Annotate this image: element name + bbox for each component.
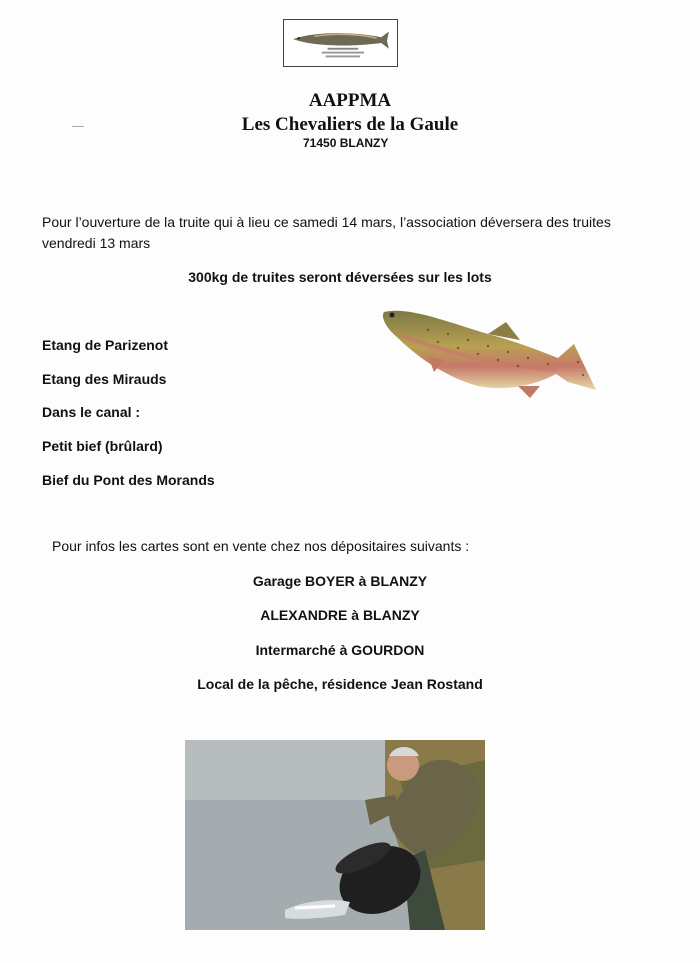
stocking-photo (185, 740, 485, 930)
org-postal: 71450 BLANZY (303, 136, 389, 150)
org-name: Les Chevaliers de la Gaule (241, 114, 459, 135)
depositaire-item: Garage BOYER à BLANZY (252, 573, 428, 589)
lot-item: Bief du Pont des Morands (42, 472, 215, 488)
photo-man-releasing-trout (185, 740, 485, 930)
logo-fish-icon (284, 20, 397, 66)
club-logo (283, 19, 398, 67)
depositaire-item: ALEXANDRE à BLANZY (260, 607, 420, 623)
depositaire-item: Intermarché à GOURDON (255, 642, 425, 658)
org-title: AAPPMA (308, 90, 392, 111)
trout-illustration (378, 300, 600, 405)
infos-line: Pour infos les cartes sont en vente chez nos dépositaires suivants : (52, 538, 470, 554)
lot-item: Etang des Mirauds (42, 371, 167, 387)
trout-icon (378, 300, 600, 405)
lot-item: Dans le canal : (42, 404, 141, 420)
lot-item: Etang de Parizenot (42, 337, 169, 353)
lot-item: Petit bief (brûlard) (42, 438, 163, 454)
quantity-line: 300kg de truites seront déversées sur les lots (188, 269, 492, 285)
intro-paragraph: Pour l’ouverture de la truite qui à lieu ce samedi 14 mars, l’association déversera des truites vendredi 13 mars (42, 214, 611, 251)
depositaire-item: Local de la pêche, résidence Jean Rostand (197, 676, 483, 692)
